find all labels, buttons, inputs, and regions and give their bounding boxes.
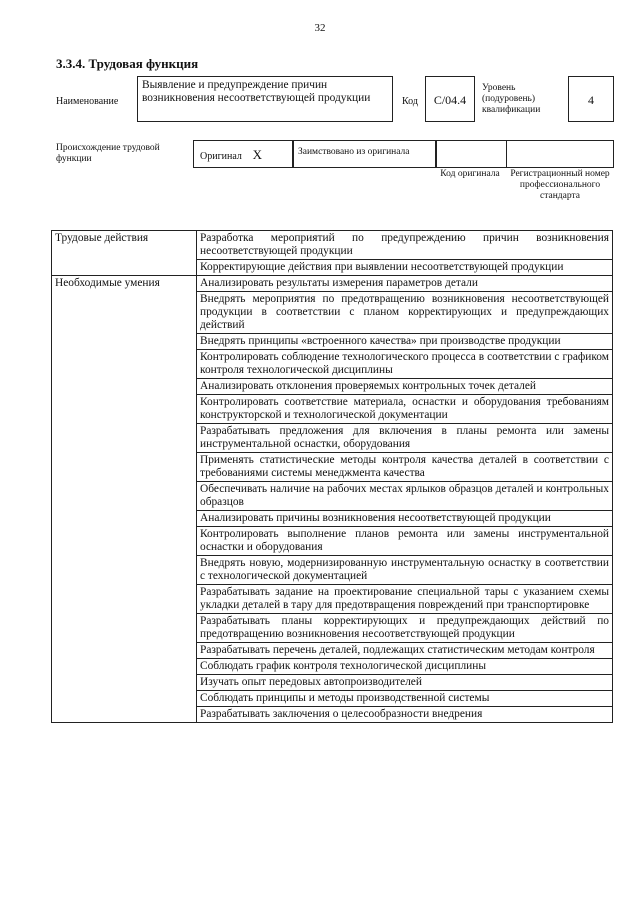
table-row — [52, 231, 613, 260]
code-original-box — [436, 140, 506, 168]
name-value: Выявление и предупреждение причин возникновения несоответствующей продукции — [142, 79, 371, 104]
code-original-caption: Код оригинала — [440, 169, 500, 179]
section-title: Необходимые умения — [52, 276, 197, 723]
name-value-box — [137, 76, 393, 122]
code-label: Код — [402, 96, 418, 107]
table-cell: Внедрять принципы «встроенного качества» при производстве продукции — [197, 334, 613, 350]
function-table — [51, 230, 613, 723]
table-cell: Соблюдать принципы и методы производственной системы — [197, 691, 613, 707]
table-cell: Разработка мероприятий по предупреждению причин возникновения несоответствующей продукции — [197, 231, 613, 260]
level-value: 4 — [588, 93, 594, 107]
table-cell: Анализировать отклонения проверяемых контрольных точек деталей — [197, 379, 613, 395]
table-row — [52, 276, 613, 292]
origin-label: Происхождение трудовой функции — [56, 143, 160, 164]
page-number: 32 — [314, 22, 326, 34]
table-cell: Внедрять мероприятия по предотвращению возникновения несоответствующей продукции в соответствии с планом корректирующих и предупреждающих действий — [197, 292, 613, 334]
borrowed-box — [293, 140, 436, 168]
table-cell: Корректирующие действия при выявлении несоответствующей продукции — [197, 260, 613, 276]
original-box — [193, 140, 293, 168]
reg-number-caption: Регистрационный номер профессионального стандарта — [510, 169, 610, 201]
table-cell: Внедрять новую, модернизированную инструментальную оснастку в соответствии с технологической документацией — [197, 556, 613, 585]
code-value: С/04.4 — [433, 93, 467, 107]
table-cell: Разрабатывать заключения о целесообразности внедрения — [197, 707, 613, 723]
table-cell: Разрабатывать задание на проектирование специальной тары с указанием схемы укладки деталей в тару для предотвращения повреждений при транспортировке — [197, 585, 613, 614]
table-cell: Разрабатывать предложения для включения в планы ремонта или замены инструментальной оснастки, оборудования — [197, 424, 613, 453]
table-cell: Разрабатывать перечень деталей, подлежащих статистическим методам контроля — [197, 643, 613, 659]
original-mark: X — [252, 147, 263, 162]
reg-number-box — [506, 140, 614, 168]
original-label: Оригинал — [200, 151, 242, 162]
table-cell: Разрабатывать планы корректирующих и предупреждающих действий по предотвращению возникновения несоответствующей продукции — [197, 614, 613, 643]
table-cell: Анализировать результаты измерения параметров детали — [197, 276, 613, 292]
table-cell: Изучать опыт передовых автопроизводителей — [197, 675, 613, 691]
section-title: Трудовые действия — [52, 231, 197, 276]
table-cell: Контролировать соблюдение технологического процесса в соответствии с графиком контроля технологической дисциплины — [197, 350, 613, 379]
table-cell: Анализировать причины возникновения несоответствующей продукции — [197, 511, 613, 527]
table-cell: Контролировать выполнение планов ремонта или замены инструментальной оснастки и оборудования — [197, 527, 613, 556]
section-heading: 3.3.4. Трудовая функция — [56, 56, 199, 71]
level-value-box — [568, 76, 614, 122]
table-cell: Соблюдать график контроля технологической дисциплины — [197, 659, 613, 675]
level-label: Уровень (подуровень) квалификации — [482, 83, 541, 115]
borrowed-label: Заимствовано из оригинала — [298, 147, 410, 157]
table-cell: Контролировать соответствие материала, оснастки и оборудования требованиям конструкторской и технологической документации — [197, 395, 613, 424]
table-cell: Применять статистические методы контроля качества деталей в соответствии с требованиями системы менеджмента качества — [197, 453, 613, 482]
name-label: Наименование — [56, 96, 119, 107]
code-value-box — [425, 76, 475, 122]
table-cell: Обеспечивать наличие на рабочих местах ярлыков образцов деталей и контрольных образцов — [197, 482, 613, 511]
